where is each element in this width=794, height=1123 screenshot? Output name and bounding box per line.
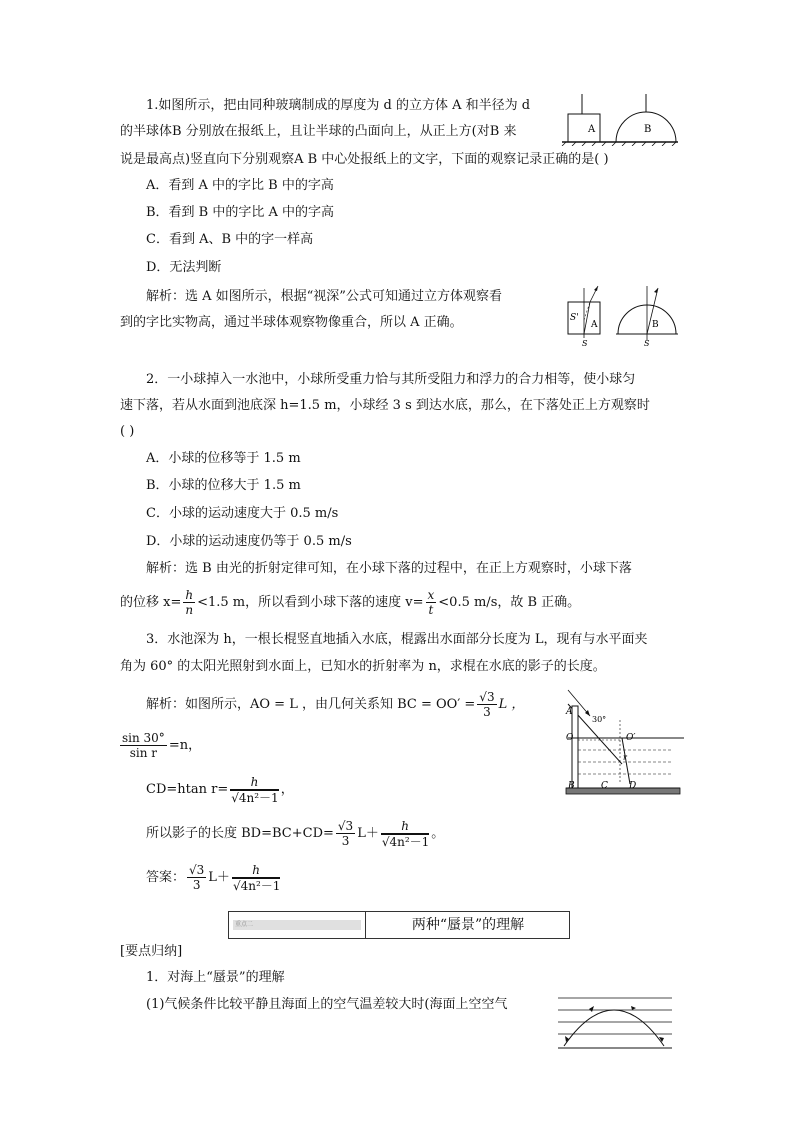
q1-figure-label-a2: A [591, 320, 598, 330]
q1-analysis-line2: 到的字比实物高，通过半球体观察物像重合，所以 A 正确。 [120, 315, 463, 330]
section-heading [228, 911, 570, 939]
q3-line2: 角为 60° 的太阳光照射到水面上，已知水的折射率为 n，求棍在水底的影子的长度。 [120, 659, 606, 674]
q3-line1: 3．水池深为 h，一根长棍竖直地插入水底，棍露出水面部分长度为 L，现有与水平面夹 [146, 632, 648, 647]
q2-line2: 速下落，若从水面到池底深 h=1.5 m，小球经 3 s 到达水底，那么，在下落处正上方观察时 [120, 398, 650, 413]
q1-option-d: D．无法判断 [146, 260, 222, 275]
section-tag: 重点二 [233, 920, 361, 930]
q2-analysis-line1: 解析：选 B 由光的折射定律可知，在小球下落的过程中，在正上方观察时，小球下落 [146, 561, 632, 576]
q3-figure-label-r: r [623, 753, 627, 762]
q3-solution-line1: 解析：如图所示，AO = L ，由几何关系知 BC = OO′ = $\frac{√3}{3}$ L ， [146, 690, 525, 719]
q3-answer: 答案： $\frac{√3}{3}$ L＋ $\frac{h}{\text{√4n²－1}}$ [146, 862, 281, 893]
q1-figure-label-s-prime: S' [570, 313, 579, 323]
q2-line3: ( ) [120, 424, 135, 439]
q2-option-c: C．小球的运动速度大于 0.5 m/s [146, 506, 339, 521]
q3-solution-line4: 所以影子的长度 BD=BC+CD= $\frac{√3}{3}$ L＋ $\frac{h}{\text{√4n²－1}}$ 。 [146, 818, 445, 849]
q1-figure-label-b: B [644, 124, 652, 135]
q3-figure-label-o: O [566, 733, 574, 743]
q2-analysis-line2: 的位移 x= $\frac{h}{n}$ <1.5 m，所以看到小球下落的速度 v= $\frac{x}{t}$ <0.5 m/s，故 B 正确。 [120, 588, 581, 617]
q2-option-b: B．小球的位移大于 1.5 m [146, 478, 301, 493]
q1-bottom-figure [560, 282, 682, 348]
q3-figure [560, 684, 684, 804]
q1-option-a: A．看到 A 中的字比 B 中的字高 [146, 178, 334, 193]
mirage-figure [554, 990, 676, 1054]
q3-solution-line3: CD=htan r= $\frac{h}{\text{√4n²－1}}$ ， [146, 774, 294, 805]
summary-item1-1: (1)气候条件比较平静且海面上的空气温差较大时(海面上空空气 [146, 997, 508, 1012]
q3-figure-label-c: C [601, 781, 608, 791]
q3-figure-label-o-prime: O′ [626, 733, 636, 743]
q3-figure-label-b: B [568, 781, 575, 791]
q1-option-c: C．看到 A、B 中的字一样高 [146, 232, 314, 247]
q1-top-figure [560, 94, 682, 146]
q3-figure-label-a: A [566, 707, 573, 717]
q1-line3: 说是最高点)竖直向下分别观察A B 中心处报纸上的文字，下面的观察记录正确的是( ) [120, 152, 609, 167]
q1-option-b: B．看到 B 中的字比 A 中的字高 [146, 205, 335, 220]
q2-option-d: D．小球的运动速度仍等于 0.5 m/s [146, 534, 352, 549]
summary-label: [要点归纳] [120, 944, 183, 959]
q1-figure-label-s1: S [582, 339, 588, 348]
q3-figure-label-d: D [629, 781, 637, 791]
q1-figure-label-a: A [588, 124, 596, 135]
summary-item1: 1．对海上“蜃景”的理解 [146, 970, 285, 985]
q3-solution-line2: $\frac{\sin 30^\circ}{\text{sin r}}$ =n， [122, 731, 202, 760]
q1-figure-label-s2: S [644, 339, 650, 348]
q2-option-a: A．小球的位移等于 1.5 m [146, 451, 301, 466]
q1-line1: 1.如图所示，把由同种玻璃制成的厚度为 d 的立方体 A 和半径为 d [146, 98, 531, 113]
q1-line2: 的半球体B 分别放在报纸上，且让半球的凸面向上，从正上方(对B 来 [120, 124, 517, 139]
q3-figure-label-angle: 30° [592, 715, 607, 724]
q2-line1: 2．一小球掉入一水池中，小球所受重力恰与其所受阻力和浮力的合力相等，使小球匀 [146, 372, 636, 387]
q1-figure-label-b2: B [652, 320, 659, 330]
q1-analysis-line1: 解析：选 A 如图所示，根据“视深”公式可知通过立方体观察看 [146, 289, 502, 304]
section-title: 两种“蜃景”的理解 [411, 917, 525, 933]
